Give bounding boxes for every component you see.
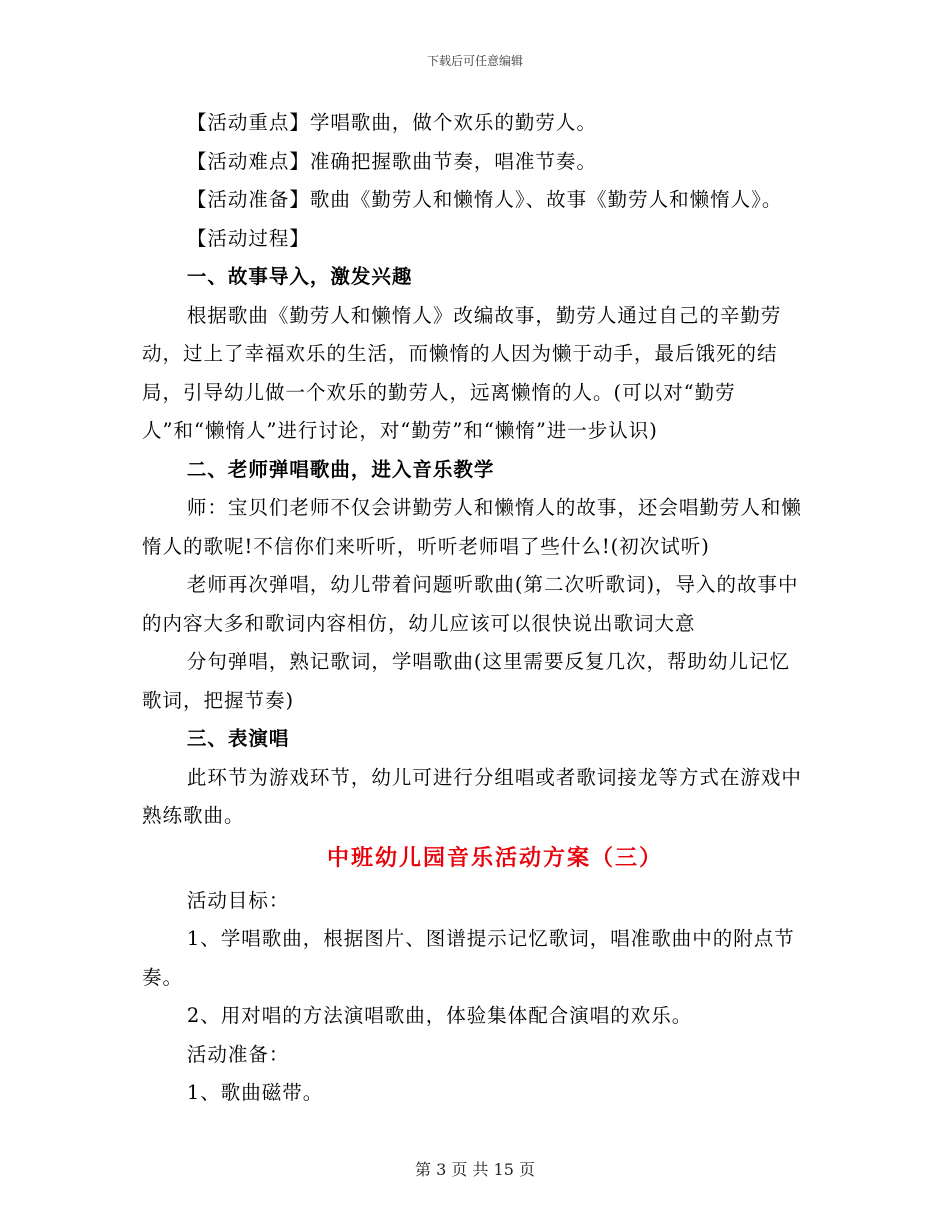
- phrase-singing-paragraph: 分句弹唱，熟记歌词，学唱歌曲(这里需要反复几次，帮助幼儿记忆歌词，把握节奏): [142, 650, 790, 712]
- section-title: 中班幼儿园音乐活动方案（三）: [326, 845, 663, 871]
- page-footer: 第 3 页 共 15 页: [415, 1160, 535, 1179]
- second-listen-paragraph: 老师再次弹唱，幼儿带着问题听歌曲(第二次听歌词)，导入的故事中的内容大多和歌词内容相仿，幼儿应该可以很快说出歌词大意: [142, 573, 799, 635]
- game-paragraph: 此环节为游戏环节，幼儿可进行分组唱或者歌词接龙等方式在游戏中熟练歌曲。: [142, 765, 802, 827]
- process-heading: 【活动过程】: [186, 226, 310, 250]
- difficulty-paragraph: 【活动难点】准确把握歌曲节奏，唱准节奏。: [186, 149, 597, 173]
- material-one-paragraph: 1、歌曲磁带。: [186, 1081, 324, 1104]
- goal-two-paragraph: 2、用对唱的方法演唱歌曲，体验集体配合演唱的欢乐。: [186, 1004, 693, 1027]
- step-three-heading: 三、表演唱: [186, 727, 290, 750]
- goals-heading: 活动目标：: [186, 888, 290, 912]
- page-header: 下载后可任意编辑: [426, 54, 523, 68]
- step-one-heading: 一、故事导入，激发兴趣: [186, 265, 413, 288]
- teacher-line-paragraph: 师：宝贝们老师不仅会讲勤劳人和懒惰人的故事，还会唱勤劳人和懒惰人的歌呢!不信你们来听听，听听老师唱了些什么!(初次试听): [142, 496, 802, 558]
- step-one-paragraph: 根据歌曲《勤劳人和懒惰人》改编故事，勤劳人通过自己的辛勤劳动，过上了幸福欢乐的生活，而懒惰的人因为懒于动手，最后饿死的结局，引导幼儿做一个欢乐的勤劳人，远离懒惰的人。(可以对“勤劳人”和“懒惰人”进行讨论，对“勤劳”和“懒惰”进一步认识): [142, 303, 782, 442]
- goal-one-paragraph: 1、学唱歌曲，根据图片、图谱提示记忆歌词，唱准歌曲中的附点节奏。: [142, 927, 795, 989]
- step-two-heading: 二、老师弹唱歌曲，进入音乐教学: [186, 457, 495, 481]
- materials-heading: 活动准备：: [186, 1042, 290, 1066]
- preparation-paragraph: 【活动准备】歌曲《勤劳人和懒惰人》、故事《勤劳人和懒惰人》。: [186, 188, 783, 211]
- document-body: [142, 104, 810, 1113]
- key-point-paragraph: 【活动重点】学唱歌曲，做个欢乐的勤劳人。: [186, 111, 597, 134]
